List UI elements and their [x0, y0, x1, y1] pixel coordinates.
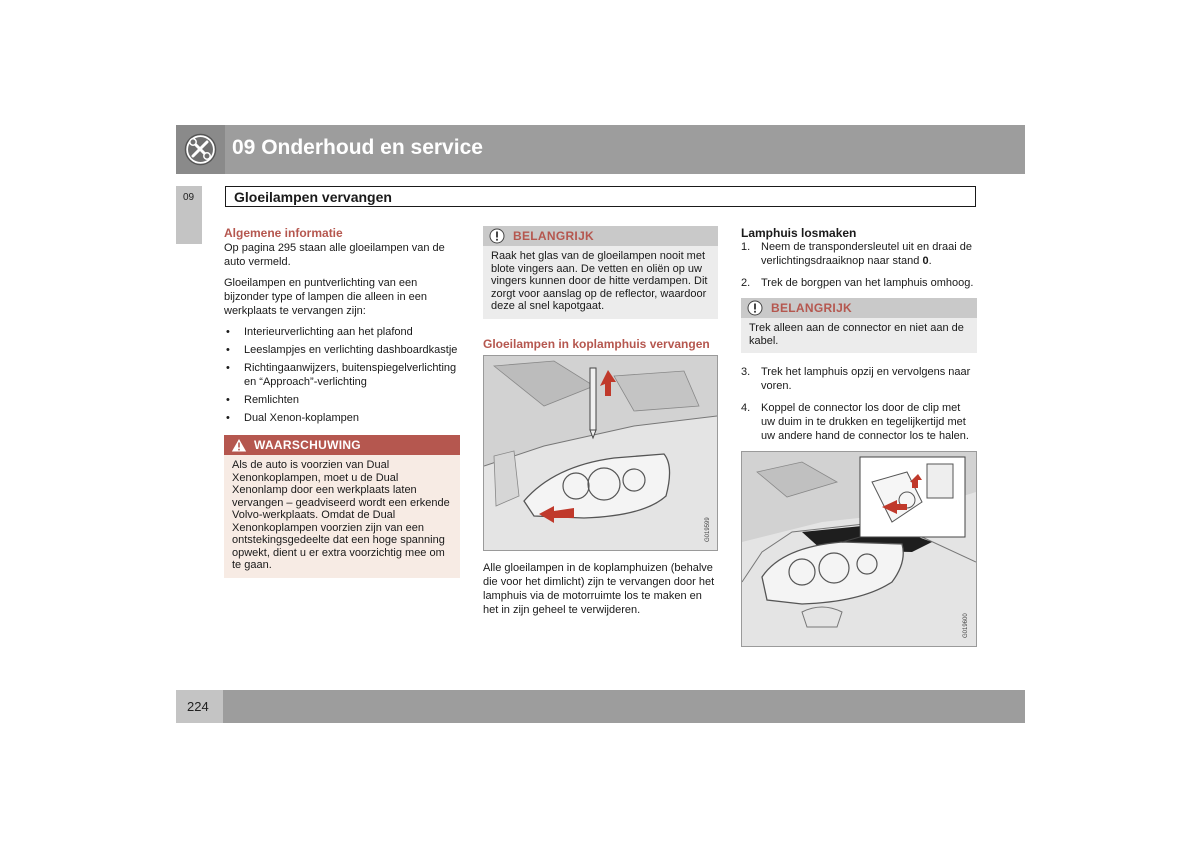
important-label: BELANGRIJK [513, 229, 595, 243]
warning-header [224, 435, 460, 455]
footer-bar [176, 690, 1025, 723]
list-item: • Leeslampjes en verlichting dashboardkastje [224, 343, 460, 357]
side-tab-label: 09 [183, 192, 195, 203]
list-item: 1. Neem de transpondersleutel uit en draai de verlichtingsdraaiknop naar stand 0. [741, 241, 972, 267]
figure-code: G019600 [963, 613, 969, 638]
list-item: 3. Trek het lamphuis opzij en vervolgens naar voren. [741, 366, 971, 392]
important-header [741, 298, 977, 318]
important-box [483, 226, 718, 319]
headlamp-illustration [484, 356, 717, 550]
bullet-list [224, 325, 460, 425]
connector-illustration [742, 452, 976, 646]
chapter-side-tab [176, 186, 202, 244]
important-text: Raak het glas van de gloeilampen nooit met blote vingers aan. De vetten en oliën op uw vingers kunnen door de hitte verdampen. Dit zorgt voor aanslag op de reflector, waardoor deze al snel kapotgaat. [483, 246, 718, 319]
steps-list [741, 365, 977, 443]
figure-code: G019599 [705, 516, 711, 542]
warning-triangle-icon [230, 437, 248, 453]
steps-list [741, 240, 977, 290]
connector-figure [741, 451, 977, 647]
list-item: • Remlichten [224, 393, 460, 407]
wrench-screwdriver-icon [176, 125, 225, 174]
important-box [741, 298, 977, 353]
list-item: • Richtingaanwijzers, buitenspiegelverlichting en “Approach”-verlichting [224, 361, 460, 389]
important-text: Trek alleen aan de connector en niet aan de kabel. [741, 318, 977, 353]
chapter-title: 09 Onderhoud en service [232, 136, 483, 159]
heading-replace-headlamp: Gloeilampen in koplamphuis vervangen [483, 336, 710, 351]
exclamation-icon [489, 228, 505, 244]
page-number: 224 [187, 699, 209, 714]
paragraph: Op pagina 295 staan alle gloeilampen van de auto vermeld. [224, 242, 445, 268]
important-label: BELANGRIJK [771, 301, 853, 315]
headlamp-figure [483, 355, 718, 551]
page-number-box [176, 690, 223, 723]
column-2 [483, 226, 718, 617]
warning-text: Als de auto is voorzien van Dual Xenonkoplampen, moet u de Dual Xenonlamp door een werkplaats laten vervangen – geadviseerd wordt een erkende Volvo-werkplaats. Omdat de Dual Xenonkoplampen voorzien zijn van een ontstekingsgedeelte dat een hoge spanning opwekt, dient u er extra voorzichtig mee om te gaan. [224, 455, 460, 578]
paragraph: Gloeilampen en puntverlichting van een bijzonder type of lampen die alleen in een werkplaats te vervangen zijn: [224, 277, 428, 317]
list-item: 4. Koppel de connector los door de clip met uw duim in te drukken en tegelijkertijd met uw andere hand de connector los te halen. [741, 402, 969, 442]
caption-text: Alle gloeilampen in de koplamphuizen (behalve die voor het dimlicht) zijn te vervangen door het lamphuis via de motorruimte los te maken en het in zijn geheel te verwijderen. [483, 561, 715, 616]
section-title-box [225, 186, 976, 207]
list-item: 2. Trek de borgpen van het lamphuis omhoog. [741, 277, 974, 289]
chapter-icon-box [176, 125, 225, 174]
list-item: • Dual Xenon-koplampen [224, 411, 460, 425]
list-item: • Interieurverlichting aan het plafond [224, 325, 460, 339]
column-1 [224, 226, 460, 578]
warning-box [224, 435, 460, 578]
section-title: Gloeilampen vervangen [234, 189, 392, 205]
column-3 [741, 226, 977, 647]
heading-general-info: Algemene informatie [224, 226, 343, 240]
exclamation-icon [747, 300, 763, 316]
warning-label: WAARSCHUWING [254, 438, 361, 452]
important-header [483, 226, 718, 246]
heading-unfasten-housing: Lamphuis losmaken [741, 226, 857, 240]
